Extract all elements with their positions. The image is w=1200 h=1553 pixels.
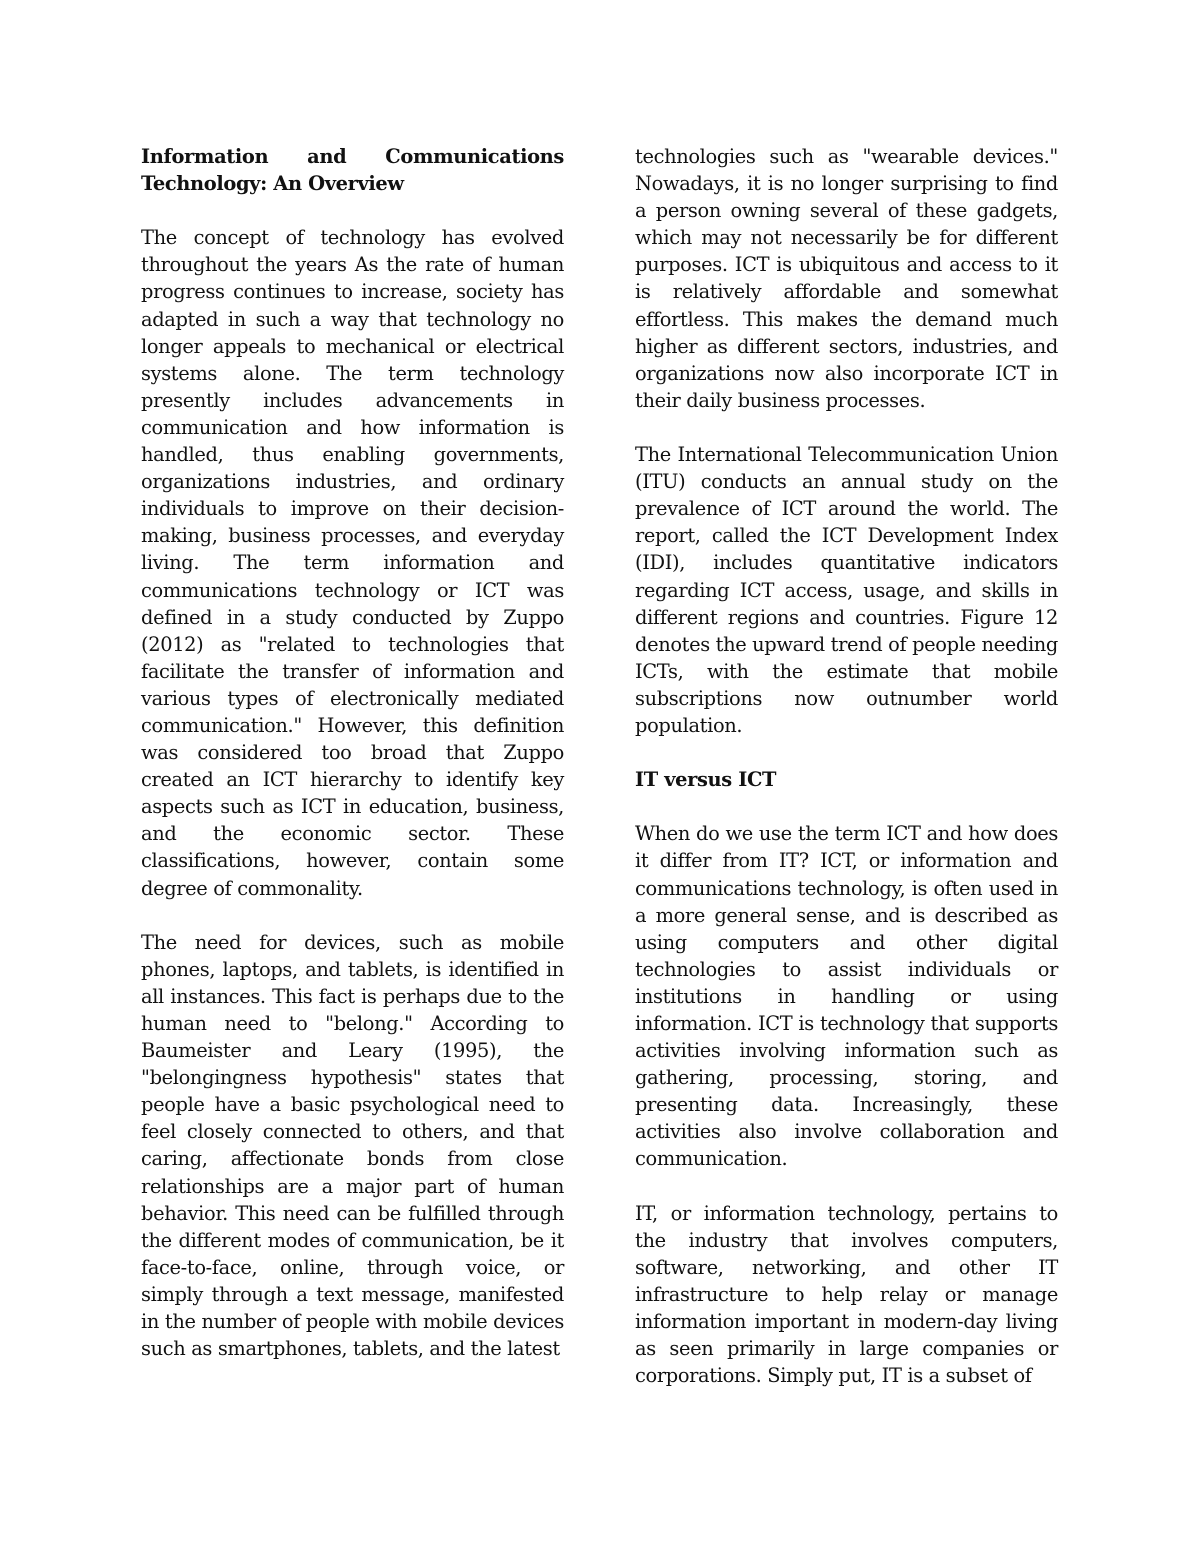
belonging-paragraph: The need for devices, such as mobile phones, laptops, and tablets, is identified in all instances. This fact is perhaps due to the human need to "belong." According to Baumeister and Leary (1995), the "belongingness hypothesis" states that people have a basic psychological need to feel closely connected to others, and that caring, affectionate bonds from close relationships are a major part of human behavior. This need can be fulfilled through the different modes of communication, be it face-to-face, online, through voice, or simply through a text message, manifested in the number of people with mobile devices such as smartphones, tablets, and the latest — [141, 930, 564, 1361]
document-title: Information and Communications Technology: An Overview — [141, 145, 564, 196]
right-column — [635, 143, 1058, 1389]
it-paragraph: IT, or information technology, pertains to the industry that involves computers, software, networking, and other IT infrastructure to help relay or manage information important in modern-day living as seen primarily in large companies or corporations. Simply put, IT is a subset of — [635, 1201, 1058, 1388]
left-column — [141, 143, 564, 1362]
section-heading: IT versus ICT — [635, 768, 777, 792]
continued-paragraph: technologies such as "wearable devices." Nowadays, it is no longer surprising to find a person owning several of these gadgets, which may not necessarily be for different purposes. ICT is ubiquitous and access to it is relatively affordable and somewhat effortless. This makes the demand much higher as different sectors, industries, and organizations now also incorporate ICT in their daily business processes. — [635, 145, 1058, 412]
intro-paragraph: The concept of technology has evolved throughout the years As the rate of human progress continues to increase, society has adapted in such a way that technology no longer appeals to mechanical or electrical systems alone. The term technology presently includes advancements in communication and how information is handled, thus enabling governments, organizations industries, and ordinary individuals to improve on their decision-making, business processes, and everyday living. The term information and communications technology or ICT was defined in a study conducted by Zuppo (2012) as "related to technologies that facilitate the transfer of information and various types of electronically mediated communication." However, this definition was considered too broad that Zuppo created an ICT hierarchy to identify key aspects such as ICT in education, business, and the economic sector. These classifications, however, contain some degree of commonality. — [141, 226, 564, 900]
ict-paragraph: When do we use the term ICT and how does it differ from IT? ICT, or information and communications technology, is often used in a more general sense, and is described as using computers and other digital technologies to assist individuals or institutions in handling or using information. ICT is technology that supports activities involving information such as gathering, processing, storing, and presenting data. Increasingly, these activities also involve collaboration and communication. — [635, 822, 1058, 1171]
itu-paragraph: The International Telecommunication Union (ITU) conducts an annual study on the prevalence of ICT around the world. The report, called the ICT Development Index (IDI), includes quantitative indicators regarding ICT access, usage, and skills in different regions and countries. Figure 12 denotes the upward trend of people needing ICTs, with the estimate that mobile subscriptions now outnumber world population. — [635, 443, 1058, 737]
